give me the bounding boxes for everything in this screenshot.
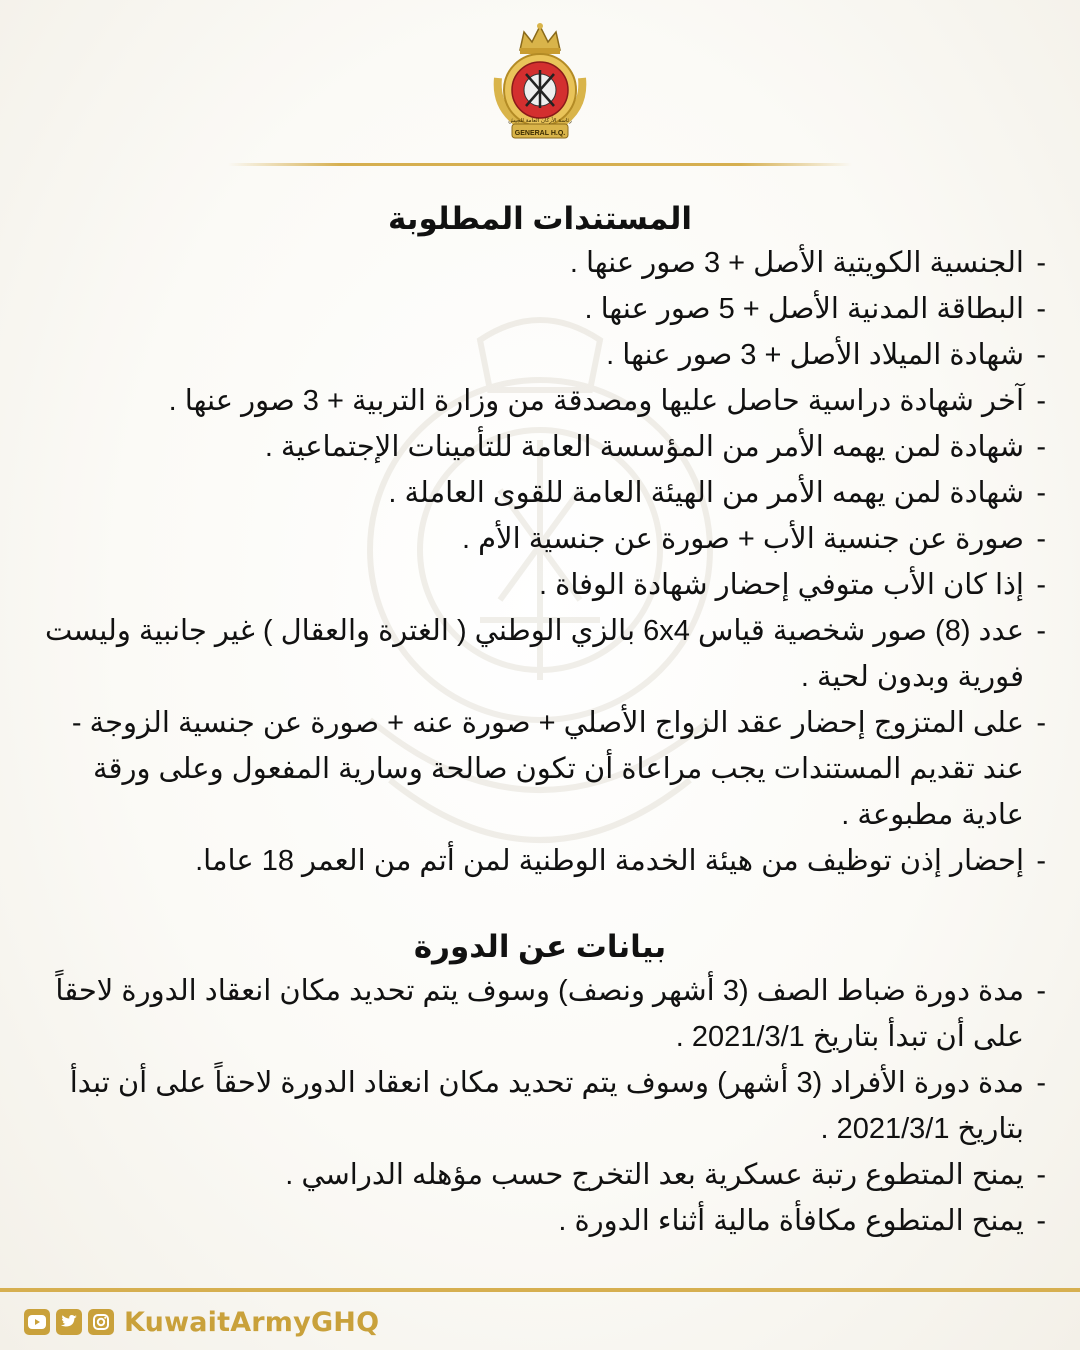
documents-list <box>30 240 1050 884</box>
list-item: - شهادة الميلاد الأصل + 3 صور عنها . <box>30 332 1050 378</box>
list-item: - إحضار إذن توظيف من هيئة الخدمة الوطنية لمن أتم من العمر 18 عاما. <box>30 838 1050 884</box>
list-item: - إذا كان الأب متوفي إحضار شهادة الوفاة . <box>30 562 1050 608</box>
list-item: - شهادة لمن يهمه الأمر من المؤسسة العامة للتأمينات الإجتماعية . <box>30 424 1050 470</box>
course-list <box>30 968 1050 1244</box>
emblem-arabic-text: رئاسة الأركان العامة للجيش <box>508 118 572 124</box>
youtube-icon[interactable] <box>24 1309 50 1335</box>
twitter-icon[interactable] <box>56 1309 82 1335</box>
course-title: بيانات عن الدورة <box>413 929 667 964</box>
list-item: - شهادة لمن يهمه الأمر من الهيئة العامة للقوى العاملة . <box>30 470 1050 516</box>
list-item: - عدد (8) صور شخصية قياس 6x4 بالزي الوطني ( الغترة والعقال ) غير جانبية وليست فورية وبدون لحية . <box>30 608 1050 700</box>
documents-section <box>30 198 1050 884</box>
instagram-icon[interactable] <box>88 1309 114 1335</box>
social-footer <box>24 1300 379 1344</box>
bottom-divider <box>0 1288 1080 1292</box>
list-item: - الجنسية الكويتية الأصل + 3 صور عنها . <box>30 240 1050 286</box>
top-divider <box>228 163 852 166</box>
list-item: - صورة عن جنسية الأب + صورة عن جنسية الأم . <box>30 516 1050 562</box>
emblem-english-text: GENERAL H.Q. <box>514 130 566 137</box>
course-section <box>30 926 1050 1244</box>
list-item: - مدة دورة ضباط الصف (3 أشهر ونصف) وسوف يتم تحديد مكان انعقاد الدورة لاحقاً على أن تبدأ بتاريخ 2021/3/1 . <box>30 968 1050 1060</box>
general-hq-emblem <box>484 18 596 146</box>
list-item: - يمنح المتطوع مكافأة مالية أثناء الدورة . <box>30 1198 1050 1244</box>
list-item: - آخر شهادة دراسية حاصل عليها ومصدقة من وزارة التربية + 3 صور عنها . <box>30 378 1050 424</box>
list-item: - يمنح المتطوع رتبة عسكرية بعد التخرج حسب مؤهله الدراسي . <box>30 1152 1050 1198</box>
social-handle[interactable]: KuwaitArmyGHQ <box>124 1306 380 1338</box>
documents-title: المستندات المطلوبة <box>388 201 692 236</box>
list-item: - على المتزوج إحضار عقد الزواج الأصلي + صورة عنه + صورة عن جنسية الزوجة - عند تقديم المستندات يجب مراعاة أن تكون صالحة وسارية المفعول وعلى ورقة عادية مطبوعة . <box>30 700 1050 838</box>
list-item: - البطاقة المدنية الأصل + 5 صور عنها . <box>30 286 1050 332</box>
list-item: - مدة دورة الأفراد (3 أشهر) وسوف يتم تحديد مكان انعقاد الدورة لاحقاً على أن تبدأ بتاريخ 2021/3/1 . <box>30 1060 1050 1152</box>
